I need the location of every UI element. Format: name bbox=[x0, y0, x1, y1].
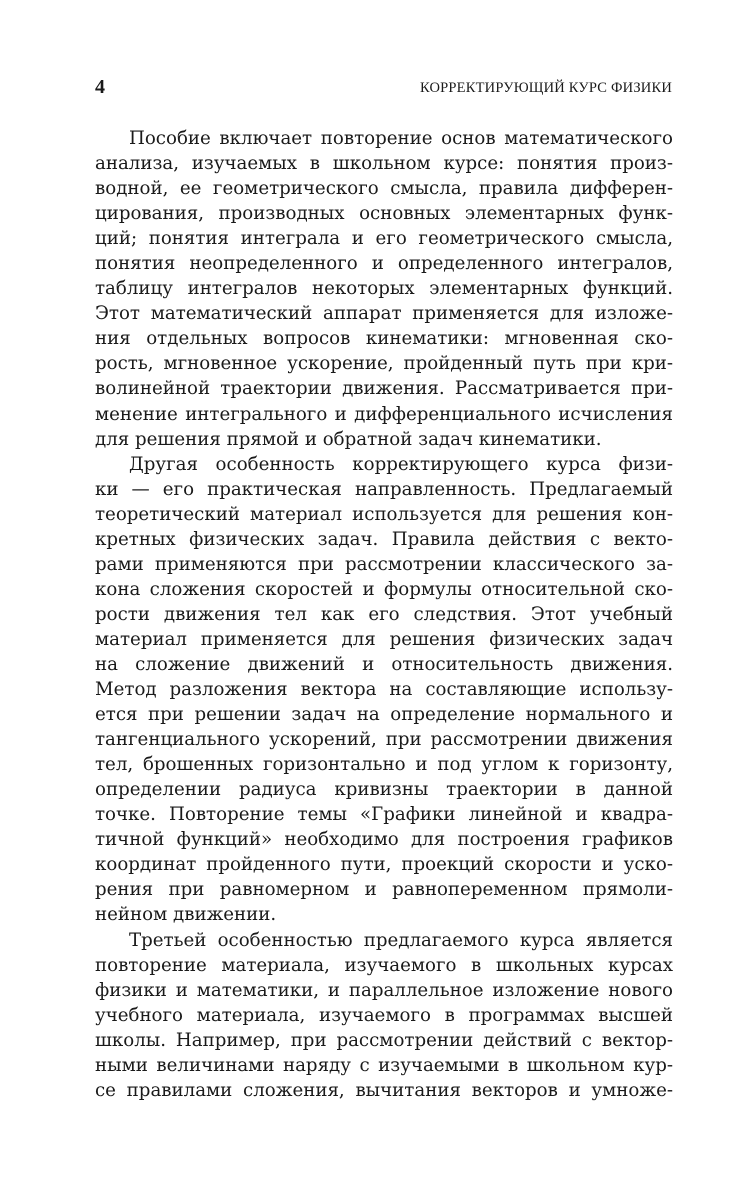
text-line: теоретический материал используется для решения кон- bbox=[95, 503, 673, 525]
text-line: рами применяются при рассмотрении классического за- bbox=[95, 553, 673, 575]
text-line: ными величинами наряду с изучаемыми в школьном кур- bbox=[95, 1054, 673, 1076]
text-line: кретных физических задач. Правила действия с векто- bbox=[95, 528, 673, 550]
text-line: рения при равномерном и равнопеременном прямоли- bbox=[95, 879, 673, 901]
paragraph-1 bbox=[95, 126, 673, 452]
text-line: физики и математики, и параллельное изложение нового bbox=[95, 979, 673, 1001]
text-line: Третьей особенностью предлагаемого курса является bbox=[129, 929, 673, 951]
text-line: таблицу интегралов некоторых элементарных функций. bbox=[95, 278, 673, 300]
text-line: тел, брошенных горизонтально и под углом к горизонту, bbox=[95, 754, 673, 776]
text-line: учебного материала, изучаемого в программах высшей bbox=[95, 1004, 673, 1026]
text-line: ется при решении задач на определение нормального и bbox=[95, 704, 673, 726]
text-line: рости движения тел как его следствия. Этот учебный bbox=[95, 603, 673, 625]
text-line: Этот математический аппарат применяется для изложе- bbox=[95, 303, 673, 325]
page-header bbox=[95, 76, 672, 98]
text-line: повторение материала, изучаемого в школьных курсах bbox=[95, 954, 673, 976]
text-line: тангенциального ускорений, при рассмотрении движения bbox=[95, 729, 673, 751]
text-line: водной, ее геометрического смысла, правила дифферен- bbox=[95, 178, 673, 200]
text-line: материал применяется для решения физических задач bbox=[95, 628, 673, 650]
text-line: кона сложения скоростей и формулы относительной ско- bbox=[95, 578, 673, 600]
text-line: ния отдельных вопросов кинематики: мгновенная ско- bbox=[95, 328, 673, 350]
body-text bbox=[95, 126, 673, 1103]
text-line: на сложение движений и относительность движения. bbox=[95, 653, 673, 675]
text-line: Метод разложения вектора на составляющие использу- bbox=[95, 679, 673, 701]
text-line: рость, мгновенное ускорение, пройденный путь при кри- bbox=[95, 353, 673, 375]
text-line: определении радиуса кривизны траектории в данной bbox=[95, 779, 673, 801]
text-line: менение интегрального и дифференциального исчисления bbox=[95, 403, 673, 425]
text-line: понятия неопределенного и определенного интегралов, bbox=[95, 253, 673, 275]
text-line: ки — его практическая направленность. Предлагаемый bbox=[95, 478, 673, 500]
text-line: координат пройденного пути, проекций скорости и уско- bbox=[95, 854, 673, 876]
text-line: анализа, изучаемых в школьном курсе: понятия произ- bbox=[95, 153, 673, 175]
page-number: 4 bbox=[95, 76, 105, 98]
text-line: цирования, производных основных элементарных функ- bbox=[95, 203, 673, 225]
text-line: нейном движении. bbox=[95, 904, 277, 926]
text-line: Пособие включает повторение основ математического bbox=[129, 128, 673, 149]
text-line: тичной функций» необходимо для построения графиков bbox=[95, 829, 673, 851]
paragraph-2 bbox=[95, 452, 673, 928]
text-line: Другая особенность корректирующего курса физи- bbox=[129, 453, 673, 475]
text-line: ций; понятия интеграла и его геометрического смысла, bbox=[95, 228, 673, 250]
text-line: школы. Например, при рассмотрении действий с вектор- bbox=[95, 1029, 673, 1051]
text-line: волинейной траектории движения. Рассматривается при- bbox=[95, 378, 673, 400]
text-line: для решения прямой и обратной задач кинематики. bbox=[95, 428, 602, 450]
paragraph-3 bbox=[95, 928, 673, 1103]
text-line: точке. Повторение темы «Графики линейной и квадра- bbox=[95, 804, 673, 826]
text-line: се правилами сложения, вычитания векторов и умноже- bbox=[95, 1079, 673, 1101]
running-title: КОРРЕКТИРУЮЩИЙ КУРС ФИЗИКИ bbox=[419, 80, 672, 96]
